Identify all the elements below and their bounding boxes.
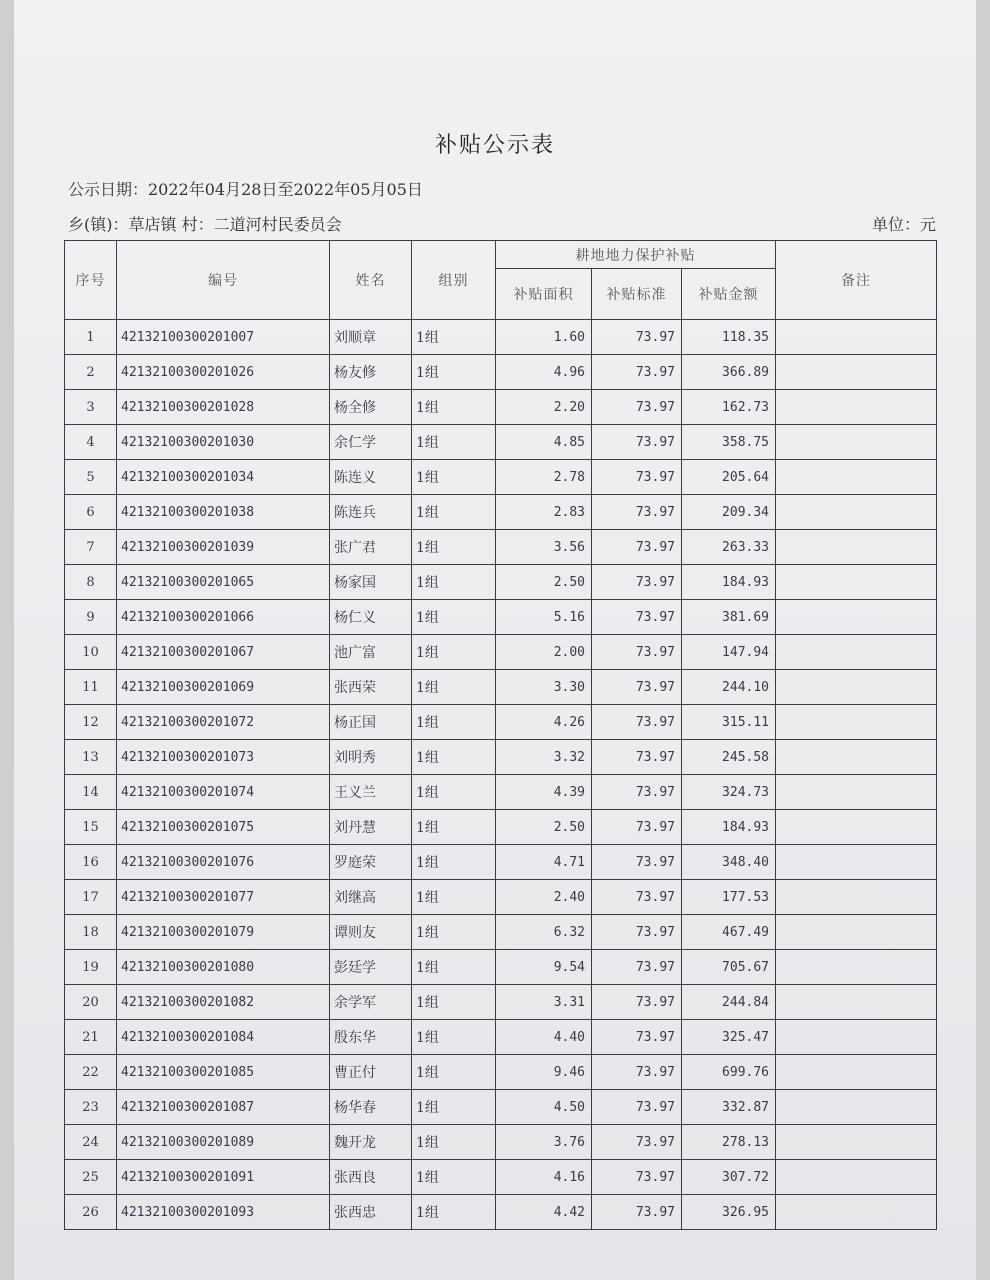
cell-standard: 73.97 <box>592 495 682 530</box>
cell-seq: 19 <box>65 950 117 985</box>
table-row <box>65 1020 937 1055</box>
cell-amount: 326.95 <box>682 1195 776 1230</box>
cell-group: 1组 <box>412 425 496 460</box>
table-row <box>65 845 937 880</box>
cell-name: 杨华春 <box>330 1090 412 1125</box>
table-row <box>65 390 937 425</box>
cell-group: 1组 <box>412 460 496 495</box>
cell-group: 1组 <box>412 705 496 740</box>
cell-seq: 9 <box>65 600 117 635</box>
cell-name: 陈连义 <box>330 460 412 495</box>
cell-seq: 16 <box>65 845 117 880</box>
cell-name: 杨仁义 <box>330 600 412 635</box>
cell-area: 6.32 <box>496 915 592 950</box>
cell-standard: 73.97 <box>592 635 682 670</box>
cell-code: 42132100300201077 <box>117 880 330 915</box>
cell-name: 谭则友 <box>330 915 412 950</box>
cell-remark <box>776 950 937 985</box>
table-row <box>65 1160 937 1195</box>
cell-group: 1组 <box>412 495 496 530</box>
cell-code: 42132100300201039 <box>117 530 330 565</box>
cell-amount: 244.10 <box>682 670 776 705</box>
header-code: 编号 <box>117 241 330 320</box>
table-row <box>65 775 937 810</box>
cell-name: 杨家国 <box>330 565 412 600</box>
cell-group: 1组 <box>412 355 496 390</box>
cell-amount: 177.53 <box>682 880 776 915</box>
cell-group: 1组 <box>412 1160 496 1195</box>
table-row <box>65 670 937 705</box>
cell-name: 余学军 <box>330 985 412 1020</box>
cell-remark <box>776 1090 937 1125</box>
cell-code: 42132100300201084 <box>117 1020 330 1055</box>
cell-group: 1组 <box>412 810 496 845</box>
cell-group: 1组 <box>412 775 496 810</box>
cell-amount: 324.73 <box>682 775 776 810</box>
cell-seq: 4 <box>65 425 117 460</box>
cell-code: 42132100300201066 <box>117 600 330 635</box>
cell-remark <box>776 1020 937 1055</box>
cell-standard: 73.97 <box>592 740 682 775</box>
cell-seq: 1 <box>65 320 117 355</box>
cell-code: 42132100300201072 <box>117 705 330 740</box>
cell-amount: 325.47 <box>682 1020 776 1055</box>
table-row <box>65 600 937 635</box>
cell-code: 42132100300201007 <box>117 320 330 355</box>
cell-standard: 73.97 <box>592 1020 682 1055</box>
cell-area: 4.50 <box>496 1090 592 1125</box>
cell-group: 1组 <box>412 1090 496 1125</box>
cell-name: 王义兰 <box>330 775 412 810</box>
cell-standard: 73.97 <box>592 530 682 565</box>
cell-amount: 162.73 <box>682 390 776 425</box>
header-subsidy-group: 耕地地力保护补贴 <box>496 241 776 269</box>
cell-seq: 23 <box>65 1090 117 1125</box>
cell-area: 2.00 <box>496 635 592 670</box>
table-row <box>65 740 937 775</box>
cell-code: 42132100300201030 <box>117 425 330 460</box>
cell-amount: 205.64 <box>682 460 776 495</box>
cell-code: 42132100300201076 <box>117 845 330 880</box>
cell-seq: 10 <box>65 635 117 670</box>
cell-remark <box>776 670 937 705</box>
cell-seq: 26 <box>65 1195 117 1230</box>
cell-remark <box>776 390 937 425</box>
cell-seq: 3 <box>65 390 117 425</box>
cell-standard: 73.97 <box>592 320 682 355</box>
cell-group: 1组 <box>412 1195 496 1230</box>
cell-remark <box>776 355 937 390</box>
cell-seq: 25 <box>65 1160 117 1195</box>
cell-amount: 263.33 <box>682 530 776 565</box>
cell-code: 42132100300201093 <box>117 1195 330 1230</box>
cell-amount: 467.49 <box>682 915 776 950</box>
header-name: 姓名 <box>330 241 412 320</box>
document-title: 补贴公示表 <box>434 133 555 158</box>
cell-remark <box>776 1125 937 1160</box>
cell-remark <box>776 1055 937 1090</box>
cell-amount: 705.67 <box>682 950 776 985</box>
cell-name: 张广君 <box>330 530 412 565</box>
cell-seq: 7 <box>65 530 117 565</box>
cell-area: 2.83 <box>496 495 592 530</box>
cell-group: 1组 <box>412 530 496 565</box>
cell-amount: 348.40 <box>682 845 776 880</box>
cell-standard: 73.97 <box>592 355 682 390</box>
location-line: 乡(镇)：草店镇 村：二道河村民委员会 <box>68 215 342 234</box>
cell-code: 42132100300201087 <box>117 1090 330 1125</box>
cell-name: 刘继高 <box>330 880 412 915</box>
table-body <box>65 320 937 1230</box>
cell-name: 杨正国 <box>330 705 412 740</box>
cell-remark <box>776 1195 937 1230</box>
table-row <box>65 425 937 460</box>
cell-name: 池广富 <box>330 635 412 670</box>
cell-seq: 5 <box>65 460 117 495</box>
cell-seq: 12 <box>65 705 117 740</box>
cell-group: 1组 <box>412 635 496 670</box>
table-row <box>65 1055 937 1090</box>
table-row <box>65 355 937 390</box>
cell-remark <box>776 635 937 670</box>
header-seq: 序号 <box>65 241 117 320</box>
cell-code: 42132100300201089 <box>117 1125 330 1160</box>
cell-standard: 73.97 <box>592 600 682 635</box>
cell-amount: 307.72 <box>682 1160 776 1195</box>
cell-code: 42132100300201069 <box>117 670 330 705</box>
cell-code: 42132100300201038 <box>117 495 330 530</box>
cell-name: 殷东华 <box>330 1020 412 1055</box>
cell-name: 陈连兵 <box>330 495 412 530</box>
cell-group: 1组 <box>412 320 496 355</box>
cell-area: 3.32 <box>496 740 592 775</box>
cell-seq: 17 <box>65 880 117 915</box>
cell-remark <box>776 530 937 565</box>
table-row <box>65 495 937 530</box>
cell-area: 1.60 <box>496 320 592 355</box>
cell-name: 杨全修 <box>330 390 412 425</box>
cell-remark <box>776 320 937 355</box>
cell-seq: 18 <box>65 915 117 950</box>
cell-standard: 73.97 <box>592 670 682 705</box>
cell-standard: 73.97 <box>592 880 682 915</box>
table-row <box>65 1090 937 1125</box>
cell-group: 1组 <box>412 1125 496 1160</box>
cell-amount: 278.13 <box>682 1125 776 1160</box>
cell-amount: 366.89 <box>682 355 776 390</box>
table-row <box>65 705 937 740</box>
cell-standard: 73.97 <box>592 425 682 460</box>
subsidy-table <box>64 240 937 1230</box>
cell-standard: 73.97 <box>592 1125 682 1160</box>
cell-amount: 184.93 <box>682 810 776 845</box>
cell-remark <box>776 495 937 530</box>
cell-code: 42132100300201079 <box>117 915 330 950</box>
cell-standard: 73.97 <box>592 565 682 600</box>
table-row <box>65 460 937 495</box>
cell-standard: 73.97 <box>592 950 682 985</box>
cell-code: 42132100300201085 <box>117 1055 330 1090</box>
cell-group: 1组 <box>412 600 496 635</box>
cell-group: 1组 <box>412 1020 496 1055</box>
cell-code: 42132100300201067 <box>117 635 330 670</box>
cell-name: 张西良 <box>330 1160 412 1195</box>
table-row <box>65 530 937 565</box>
cell-seq: 13 <box>65 740 117 775</box>
cell-area: 3.30 <box>496 670 592 705</box>
cell-standard: 73.97 <box>592 1090 682 1125</box>
cell-seq: 2 <box>65 355 117 390</box>
cell-area: 4.16 <box>496 1160 592 1195</box>
cell-amount: 209.34 <box>682 495 776 530</box>
cell-area: 2.20 <box>496 390 592 425</box>
cell-group: 1组 <box>412 985 496 1020</box>
cell-seq: 8 <box>65 565 117 600</box>
cell-area: 2.50 <box>496 810 592 845</box>
cell-area: 4.26 <box>496 705 592 740</box>
header-area: 补贴面积 <box>496 269 592 320</box>
cell-remark <box>776 775 937 810</box>
cell-remark <box>776 810 937 845</box>
cell-amount: 381.69 <box>682 600 776 635</box>
table-row <box>65 565 937 600</box>
cell-code: 42132100300201073 <box>117 740 330 775</box>
cell-seq: 24 <box>65 1125 117 1160</box>
cell-standard: 73.97 <box>592 845 682 880</box>
header-standard: 补贴标准 <box>592 269 682 320</box>
cell-remark <box>776 740 937 775</box>
cell-area: 9.54 <box>496 950 592 985</box>
cell-standard: 73.97 <box>592 915 682 950</box>
table-row <box>65 320 937 355</box>
cell-name: 刘丹慧 <box>330 810 412 845</box>
cell-group: 1组 <box>412 880 496 915</box>
cell-amount: 184.93 <box>682 565 776 600</box>
cell-seq: 21 <box>65 1020 117 1055</box>
table-row <box>65 635 937 670</box>
cell-standard: 73.97 <box>592 390 682 425</box>
cell-name: 魏开龙 <box>330 1125 412 1160</box>
cell-remark <box>776 880 937 915</box>
cell-group: 1组 <box>412 670 496 705</box>
cell-amount: 147.94 <box>682 635 776 670</box>
cell-remark <box>776 985 937 1020</box>
cell-group: 1组 <box>412 845 496 880</box>
table-row <box>65 1125 937 1160</box>
cell-code: 42132100300201028 <box>117 390 330 425</box>
cell-code: 42132100300201034 <box>117 460 330 495</box>
cell-name: 张西荣 <box>330 670 412 705</box>
cell-code: 42132100300201065 <box>117 565 330 600</box>
cell-remark <box>776 915 937 950</box>
cell-name: 杨友修 <box>330 355 412 390</box>
cell-code: 42132100300201026 <box>117 355 330 390</box>
table-row <box>65 985 937 1020</box>
cell-seq: 14 <box>65 775 117 810</box>
cell-group: 1组 <box>412 565 496 600</box>
cell-area: 4.40 <box>496 1020 592 1055</box>
publicity-date: 公示日期：2022年04月28日至2022年05月05日 <box>68 180 423 199</box>
cell-area: 4.42 <box>496 1195 592 1230</box>
header-group: 组别 <box>412 241 496 320</box>
table-row <box>65 810 937 845</box>
cell-standard: 73.97 <box>592 810 682 845</box>
cell-area: 4.85 <box>496 425 592 460</box>
cell-area: 4.96 <box>496 355 592 390</box>
cell-area: 9.46 <box>496 1055 592 1090</box>
table-row <box>65 950 937 985</box>
cell-area: 2.50 <box>496 565 592 600</box>
cell-standard: 73.97 <box>592 460 682 495</box>
cell-seq: 22 <box>65 1055 117 1090</box>
cell-amount: 332.87 <box>682 1090 776 1125</box>
cell-group: 1组 <box>412 1055 496 1090</box>
cell-area: 4.71 <box>496 845 592 880</box>
cell-name: 余仁学 <box>330 425 412 460</box>
cell-area: 3.31 <box>496 985 592 1020</box>
cell-seq: 15 <box>65 810 117 845</box>
cell-area: 3.56 <box>496 530 592 565</box>
cell-amount: 244.84 <box>682 985 776 1020</box>
cell-standard: 73.97 <box>592 705 682 740</box>
cell-group: 1组 <box>412 740 496 775</box>
cell-amount: 118.35 <box>682 320 776 355</box>
cell-remark <box>776 425 937 460</box>
header-remark: 备注 <box>776 241 937 320</box>
table-row <box>65 1195 937 1230</box>
cell-area: 2.78 <box>496 460 592 495</box>
cell-amount: 358.75 <box>682 425 776 460</box>
document-sheet <box>14 0 976 1280</box>
cell-name: 刘明秀 <box>330 740 412 775</box>
cell-code: 42132100300201080 <box>117 950 330 985</box>
cell-standard: 73.97 <box>592 1160 682 1195</box>
cell-remark <box>776 460 937 495</box>
cell-name: 彭廷学 <box>330 950 412 985</box>
cell-group: 1组 <box>412 950 496 985</box>
cell-standard: 73.97 <box>592 1195 682 1230</box>
cell-name: 曹正付 <box>330 1055 412 1090</box>
table-row <box>65 915 937 950</box>
cell-code: 42132100300201075 <box>117 810 330 845</box>
cell-name: 刘顺章 <box>330 320 412 355</box>
cell-amount: 315.11 <box>682 705 776 740</box>
cell-area: 4.39 <box>496 775 592 810</box>
cell-amount: 699.76 <box>682 1055 776 1090</box>
cell-remark <box>776 705 937 740</box>
cell-seq: 6 <box>65 495 117 530</box>
cell-area: 5.16 <box>496 600 592 635</box>
cell-seq: 11 <box>65 670 117 705</box>
cell-standard: 73.97 <box>592 775 682 810</box>
cell-name: 张西忠 <box>330 1195 412 1230</box>
cell-code: 42132100300201091 <box>117 1160 330 1195</box>
cell-remark <box>776 1160 937 1195</box>
cell-remark <box>776 600 937 635</box>
cell-group: 1组 <box>412 390 496 425</box>
cell-code: 42132100300201082 <box>117 985 330 1020</box>
unit-label: 单位：元 <box>871 215 936 234</box>
cell-code: 42132100300201074 <box>117 775 330 810</box>
cell-name: 罗庭荣 <box>330 845 412 880</box>
table-row <box>65 880 937 915</box>
cell-standard: 73.97 <box>592 985 682 1020</box>
cell-area: 2.40 <box>496 880 592 915</box>
cell-group: 1组 <box>412 915 496 950</box>
cell-remark <box>776 845 937 880</box>
cell-amount: 245.58 <box>682 740 776 775</box>
header-amount: 补贴金额 <box>682 269 776 320</box>
cell-seq: 20 <box>65 985 117 1020</box>
cell-area: 3.76 <box>496 1125 592 1160</box>
cell-remark <box>776 565 937 600</box>
cell-standard: 73.97 <box>592 1055 682 1090</box>
